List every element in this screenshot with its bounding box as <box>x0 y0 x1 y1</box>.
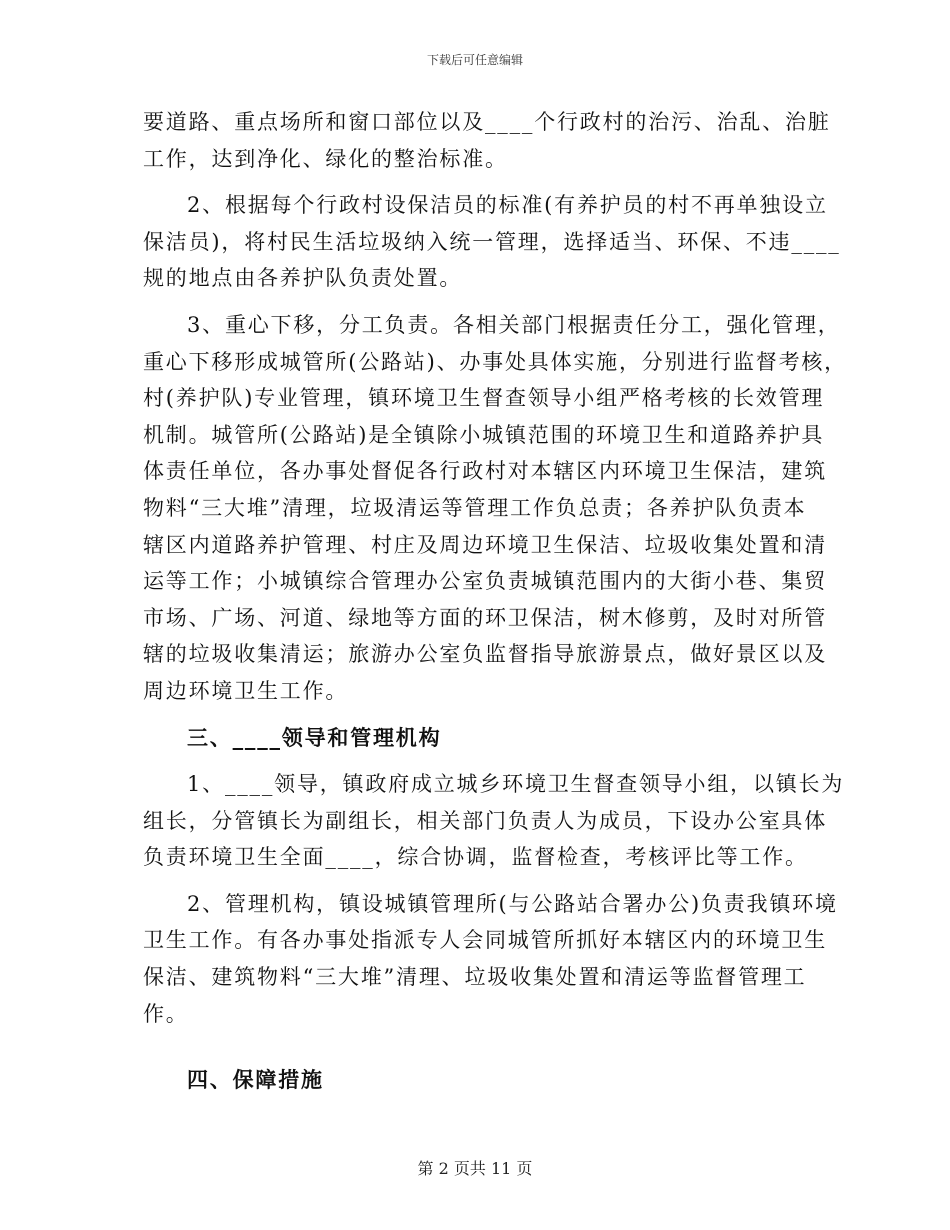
paragraph-2 <box>143 187 841 297</box>
paragraph-1 <box>143 104 831 177</box>
text-line: 3、重心下移，分工负责。各相关部门根据责任分工，强化管理， <box>187 312 841 337</box>
text-line: 工作，达到净化、绿化的整治标准。 <box>143 146 508 171</box>
text-line: 周边环境卫生工作。 <box>143 678 349 703</box>
text-line: 1、____领导，镇政府成立城乡环境卫生督查领导小组，以镇长为 <box>187 772 845 797</box>
paragraph-5 <box>143 886 838 1032</box>
text-line: 作。 <box>143 1001 189 1026</box>
section-heading-text: 三、____领导和管理机构 <box>187 724 442 750</box>
text-line: 机制。城管所(公路站)是全镇除小城镇范围的环境卫生和道路养护具 <box>143 422 825 447</box>
text-line: 运等工作；小城镇综合管理办公室负责城镇范围内的大街小巷、集贸 <box>143 569 827 594</box>
section-heading-4 <box>143 1062 808 1099</box>
text-line: 保洁员)，将村民生活垃圾纳入统一管理，选择适当、环保、不违____ <box>143 229 841 254</box>
text-line: 重心下移形成城管所(公路站)、办事处具体实施，分别进行监督考核， <box>143 349 847 374</box>
section-heading-text: 四、保障措施 <box>187 1067 324 1093</box>
text-line: 规的地点由各养护队负责处置。 <box>143 266 463 291</box>
text-line: 2、管理机构，镇设城镇管理所(与公路站合署办公)负责我镇环境 <box>187 891 838 916</box>
text-line: 要道路、重点场所和窗口部位以及____个行政村的治污、治乱、治脏 <box>143 110 831 134</box>
text-line: 物料“三大堆”清理，垃圾清运等管理工作负总责；各养护队负责本 <box>143 495 807 520</box>
text-line: 辖的垃圾收集清运；旅游办公室负监督指导旅游景点，做好景区以及 <box>143 642 827 667</box>
text-line: 卫生工作。有各办事处指派专人会同城管所抓好本辖区内的环境卫生 <box>143 928 827 953</box>
text-line: 体责任单位，各办事处督促各行政村对本辖区内环境卫生保洁，建筑 <box>143 459 827 484</box>
text-line: 辖区内道路养护管理、村庄及周边环境卫生保洁、垃圾收集处置和清 <box>143 532 827 557</box>
text-line: 负责环境卫生全面____，综合协调，监督检查，考核评比等工作。 <box>143 845 808 870</box>
text-line: 保洁、建筑物料“三大堆”清理、垃圾收集处置和清运等监督管理工 <box>143 965 807 990</box>
paragraph-4 <box>143 766 845 876</box>
text-line: 市场、广场、河道、绿地等方面的环卫保洁，树木修剪，及时对所管 <box>143 605 827 630</box>
document-body <box>143 104 847 1099</box>
paragraph-3 <box>143 307 847 710</box>
text-line: 组长，分管镇长为副组长，相关部门负责人为成员，下设办公室具体 <box>143 808 827 833</box>
text-line: 2、根据每个行政村设保洁员的标准(有养护员的村不再单独设立 <box>187 193 828 218</box>
section-heading-3 <box>143 720 808 757</box>
text-line: 村(养护队)专业管理，镇环境卫生督查领导小组严格考核的长效管理 <box>143 386 825 411</box>
page-header: 下载后可任意编辑 <box>426 53 523 67</box>
page-footer: 第 2 页共 11 页 <box>417 1159 533 1178</box>
